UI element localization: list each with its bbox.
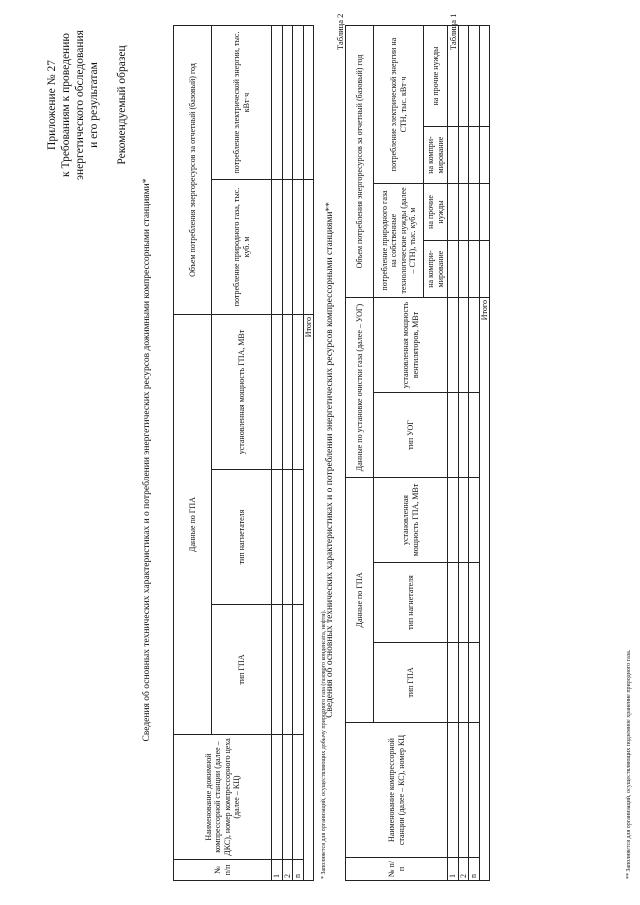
table2-col-fan-power: установленная мощность вентиляторов, МВт — [374, 298, 448, 393]
appendix-subtitle-2: энергетического обследования — [74, 30, 86, 180]
table1-footnote: * Заполняется для организаций, осуществляющих добычу природного газа (газового конденсата, нефти). — [321, 610, 327, 879]
table2-col-gas: потребление природного газа на собственные технологические нужды (далее – СТН), тыс. куб. м — [374, 184, 424, 298]
table1 — [173, 25, 314, 881]
table-row — [293, 26, 304, 881]
table2-sub-gas-compress: на компри-мирование — [424, 241, 448, 298]
table2-col-name: Наименование компрессорной станции (далее – КС), номер КЦ — [346, 723, 448, 858]
table2-col-gpa-type: тип ГПА — [374, 643, 448, 723]
table1-col-power: установленная мощность ГПА, МВт — [212, 315, 272, 470]
row-number: n — [293, 860, 304, 881]
table1-label: Таблица 1 — [448, 13, 458, 50]
appendix-header — [45, 5, 129, 205]
table2-col-electric: потребление электрической энергии на СТН, тыс. кВт·ч — [374, 26, 424, 184]
row-number: 2 — [458, 858, 469, 881]
row-number: 1 — [272, 860, 283, 881]
table2 — [345, 25, 490, 881]
table1-col-gpa-type: тип ГПА — [212, 605, 272, 735]
table1-total: Итого — [303, 315, 314, 881]
table-row — [448, 26, 459, 881]
table1-col-electric: потребление электрической энергии, тыс. кВт·ч — [212, 26, 272, 180]
table1-col-no: № п/п — [174, 860, 272, 881]
table2-sub-gas-other: на прочие нужды — [424, 184, 448, 241]
table2-col-blower-type: тип нагнетателя — [374, 563, 448, 643]
recommended-sample: Рекомендуемый образец — [116, 45, 128, 165]
table-total-row — [479, 26, 490, 881]
table-row — [458, 26, 469, 881]
row-number: 2 — [282, 860, 293, 881]
table1-group-gpa: Данные по ГПА — [174, 315, 212, 735]
row-number: n — [469, 858, 480, 881]
table2-col-power: установленная мощность ГПА, МВт — [374, 478, 448, 563]
table2-sub-electric-compress: на компри-мирование — [424, 127, 448, 184]
table-row — [469, 26, 480, 881]
table2-group-ugc: Данные по установке очистки газа (далее – УОГ) — [346, 298, 374, 478]
row-number: 1 — [448, 858, 459, 881]
table2-group-gpa: Данные по ГПА — [346, 478, 374, 723]
table2-label: Таблица 2 — [335, 13, 345, 50]
table-row — [282, 26, 293, 881]
table2-footnote: ** Заполняется для организаций, осуществляющих подземное хранение природного газа. — [626, 649, 632, 879]
table2-total: Итого — [479, 298, 490, 881]
table2-group-volume: Объем потребления энергоресурсов за отчетный (базовый) год — [346, 26, 374, 298]
table1-title: Сведения об основных технических характеристиках и о потреблении энергетических ресурсов дожимными компрессорными станциями* — [142, 178, 152, 742]
table2-title: Сведения об основных технических характеристиках и о потреблении энергетических ресурсов компрессорными станциями** — [325, 202, 335, 718]
table1-group-volume: Объем потребления энергоресурсов за отчетный (базовый) год — [174, 26, 212, 315]
table1-col-name: Наименование дожимной компрессорной станции (далее – ДКС), номер компрессорного цеха (далее – КЦ) — [174, 735, 272, 860]
table1-col-blower-type: тип нагнетателя — [212, 470, 272, 605]
appendix-title: Приложение № 27 — [46, 60, 58, 150]
table-row — [272, 26, 283, 881]
table-total-row — [303, 26, 314, 881]
table2-sub-electric-other: на прочие нужды — [424, 26, 448, 127]
appendix-subtitle-1: к Требованиям к проведению — [60, 33, 72, 177]
table2-col-ugc-type: тип УОГ — [374, 393, 448, 478]
table2-col-no: № п/п — [346, 858, 448, 881]
table1-col-gas: потребление природного газа, тыс. куб. м — [212, 180, 272, 315]
appendix-subtitle-3: и его результатам — [88, 62, 100, 148]
